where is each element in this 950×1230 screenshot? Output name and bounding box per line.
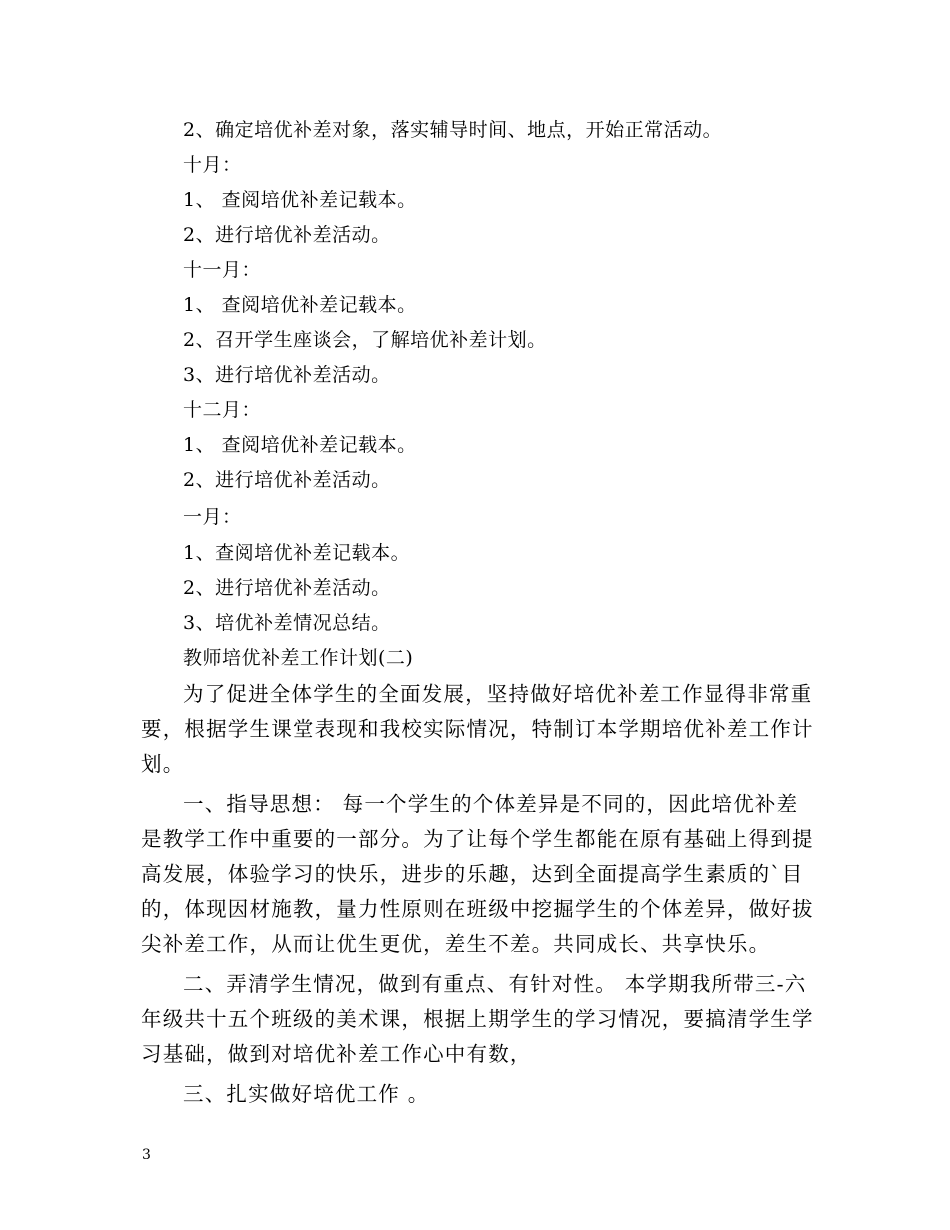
- text-line: 2、确定培优补差对象，落实辅导时间、地点，开始正常活动。: [183, 119, 723, 141]
- text-line: 1、 查阅培优补差记载本。: [183, 294, 417, 316]
- paragraph-line: 尖补差工作，从而让优生更优，差生不差。共同成长、共享快乐。: [141, 932, 771, 956]
- text-line: 一月：: [183, 506, 242, 528]
- paragraph-line: 是教学工作中重要的一部分。为了让每个学生都能在原有基础上得到提: [141, 827, 814, 851]
- text-line: 2、进行培优补差活动。: [183, 469, 391, 491]
- paragraph-line: 三、扎实做好培优工作 。: [183, 1082, 430, 1106]
- paragraph-line: 划。: [141, 752, 185, 776]
- text-line: 1、查阅培优补差记载本。: [183, 542, 411, 564]
- paragraph-line: 的，体现因材施教，量力性原则在班级中挖掘学生的个体差异，做好拔: [141, 897, 814, 921]
- paragraph-line: 二、弄清学生情况，做到有重点、有针对性。 本学期我所带三-六: [183, 972, 807, 996]
- text-line: 3、培优补差情况总结。: [183, 612, 391, 634]
- text-line: 2、进行培优补差活动。: [183, 577, 391, 599]
- text-line: 1、 查阅培优补差记载本。: [183, 189, 417, 211]
- text-line: 1、 查阅培优补差记载本。: [183, 434, 417, 456]
- section-heading: 教师培优补差工作计划(二): [183, 647, 414, 669]
- paragraph-line: 要，根据学生课堂表现和我校实际情况，特制订本学期培优补差工作计: [141, 717, 814, 741]
- paragraph-line: 为了促进全体学生的全面发展，坚持做好培优补差工作显得非常重: [183, 682, 813, 706]
- text-line: 2、进行培优补差活动。: [183, 224, 391, 246]
- paragraph-line: 习基础，做到对培优补差工作心中有数，: [141, 1042, 532, 1066]
- text-line: 2、召开学生座谈会，了解培优补差计划。: [183, 329, 547, 351]
- text-line: 3、进行培优补差活动。: [183, 364, 391, 386]
- paragraph-line: 年级共十五个班级的美术课，根据上期学生的学习情况，要搞清学生学: [141, 1007, 814, 1031]
- text-line: 十二月：: [183, 399, 262, 421]
- paragraph-line: 高发展，体验学习的快乐，进步的乐趣，达到全面提高学生素质的`目: [141, 862, 804, 886]
- text-line: 十一月：: [183, 259, 262, 281]
- page-number: 3: [142, 1147, 151, 1163]
- paragraph-line: 一、指导思想： 每一个学生的个体差异是不同的，因此培优补差: [183, 792, 799, 816]
- text-line: 十月：: [183, 154, 242, 176]
